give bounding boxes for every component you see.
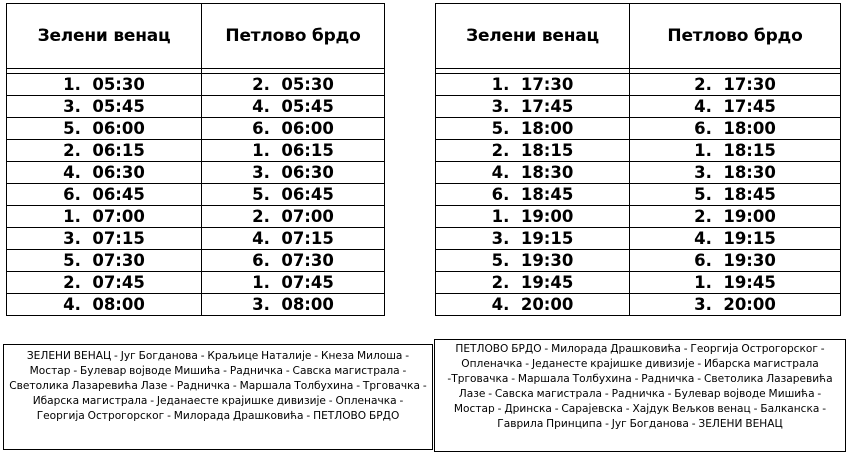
- schedule-row: [436, 294, 841, 316]
- departure-zeleni-venac: 3. 07:15: [7, 228, 202, 250]
- departure-petlovo-brdo: 1. 18:15: [630, 140, 841, 162]
- departure-petlovo-brdo: 2. 17:30: [630, 74, 841, 96]
- departure-petlovo-brdo: 3. 18:30: [630, 162, 841, 184]
- departure-zeleni-venac: 2. 18:15: [436, 140, 630, 162]
- departure-zeleni-venac: 3. 19:15: [436, 228, 630, 250]
- departure-zeleni-venac: 4. 06:30: [7, 162, 202, 184]
- departure-petlovo-brdo: 4. 07:15: [202, 228, 385, 250]
- departure-petlovo-brdo: 2. 07:00: [202, 206, 385, 228]
- schedule-row: [7, 294, 385, 316]
- schedule-row: [7, 140, 385, 162]
- schedule-row: [7, 162, 385, 184]
- morning-schedule-table: [6, 3, 385, 316]
- departure-zeleni-venac: 2. 19:45: [436, 272, 630, 294]
- departure-petlovo-brdo: 2. 19:00: [630, 206, 841, 228]
- departure-zeleni-venac: 4. 18:30: [436, 162, 630, 184]
- departure-petlovo-brdo: 1. 06:15: [202, 140, 385, 162]
- header-petlovo-brdo: Петлово брдо: [630, 4, 841, 69]
- schedule-row: [436, 74, 841, 96]
- schedule-row: [436, 184, 841, 206]
- departure-zeleni-venac: 1. 19:00: [436, 206, 630, 228]
- schedule-row: [436, 228, 841, 250]
- header-zeleni-venac: Зелени венац: [436, 4, 630, 69]
- route-description-zeleni-venac: ЗЕЛЕНИ ВЕНАЦ - Југ Богданова - Краљице Наталије - Кнеза Милоша - Мостар - Булевар војводе Мишића - Радничка - Савска магистрала - Светолика Лазаревића Лазе - Радничка - Маршала Толбухина - Трговачка - Ибарска магистрала - Једанаесте крајишке дивизије - Опленачка - Георгија Острогорског - Милорада Драшковића - ПЕТЛОВО БРДО: [3, 344, 433, 450]
- schedule-row: [7, 272, 385, 294]
- departure-petlovo-brdo: 4. 19:15: [630, 228, 841, 250]
- departure-petlovo-brdo: 3. 20:00: [630, 294, 841, 316]
- departure-zeleni-venac: 5. 18:00: [436, 118, 630, 140]
- header-petlovo-brdo: Петлово брдо: [202, 4, 385, 69]
- schedule-row: [436, 96, 841, 118]
- departure-zeleni-venac: 1. 17:30: [436, 74, 630, 96]
- departure-petlovo-brdo: 2. 05:30: [202, 74, 385, 96]
- schedule-row: [436, 206, 841, 228]
- schedule-row: [7, 184, 385, 206]
- evening-schedule-table: [435, 3, 841, 316]
- schedule-row: [436, 162, 841, 184]
- schedule-row: [7, 206, 385, 228]
- departure-petlovo-brdo: 4. 17:45: [630, 96, 841, 118]
- departure-petlovo-brdo: 6. 19:30: [630, 250, 841, 272]
- route-description-petlovo-brdo: ПЕТЛОВО БРДО - Милорада Драшковића - Георгија Острогорског - Опленачка - Једанесте крајишке дивизије - Ибарска магистрала -Трговачка - Маршала Толбухина - Радничка - Светолика Лазаревића Лазе - Савска магистрала - Радничка - Булевар војводе Мишића - Мостар - Дринска - Сарајевска - Хајдук Вељков венац - Балканска - Гаврила Принципа - Југ Богданова - ЗЕЛЕНИ ВЕНАЦ: [434, 339, 846, 452]
- departure-petlovo-brdo: 3. 06:30: [202, 162, 385, 184]
- departure-zeleni-venac: 5. 19:30: [436, 250, 630, 272]
- departure-zeleni-venac: 3. 05:45: [7, 96, 202, 118]
- departure-zeleni-venac: 5. 07:30: [7, 250, 202, 272]
- departure-petlovo-brdo: 6. 18:00: [630, 118, 841, 140]
- departure-zeleni-venac: 4. 08:00: [7, 294, 202, 316]
- schedule-row: [436, 272, 841, 294]
- departure-petlovo-brdo: 6. 07:30: [202, 250, 385, 272]
- schedule-row: [7, 228, 385, 250]
- departure-zeleni-venac: 2. 07:45: [7, 272, 202, 294]
- schedule-row: [7, 74, 385, 96]
- departure-petlovo-brdo: 5. 06:45: [202, 184, 385, 206]
- departure-zeleni-venac: 1. 07:00: [7, 206, 202, 228]
- departure-zeleni-venac: 5. 06:00: [7, 118, 202, 140]
- departure-zeleni-venac: 6. 06:45: [7, 184, 202, 206]
- schedule-row: [436, 140, 841, 162]
- schedule-row: [7, 250, 385, 272]
- departure-zeleni-venac: 2. 06:15: [7, 140, 202, 162]
- schedule-row: [436, 250, 841, 272]
- departure-petlovo-brdo: 1. 19:45: [630, 272, 841, 294]
- departure-zeleni-venac: 3. 17:45: [436, 96, 630, 118]
- schedule-row: [7, 118, 385, 140]
- schedule-row: [7, 96, 385, 118]
- departure-zeleni-venac: 1. 05:30: [7, 74, 202, 96]
- schedule-row: [436, 118, 841, 140]
- departure-zeleni-venac: 6. 18:45: [436, 184, 630, 206]
- departure-petlovo-brdo: 4. 05:45: [202, 96, 385, 118]
- departure-petlovo-brdo: 5. 18:45: [630, 184, 841, 206]
- departure-petlovo-brdo: 3. 08:00: [202, 294, 385, 316]
- departure-zeleni-venac: 4. 20:00: [436, 294, 630, 316]
- departure-petlovo-brdo: 1. 07:45: [202, 272, 385, 294]
- departure-petlovo-brdo: 6. 06:00: [202, 118, 385, 140]
- header-zeleni-venac: Зелени венац: [7, 4, 202, 69]
